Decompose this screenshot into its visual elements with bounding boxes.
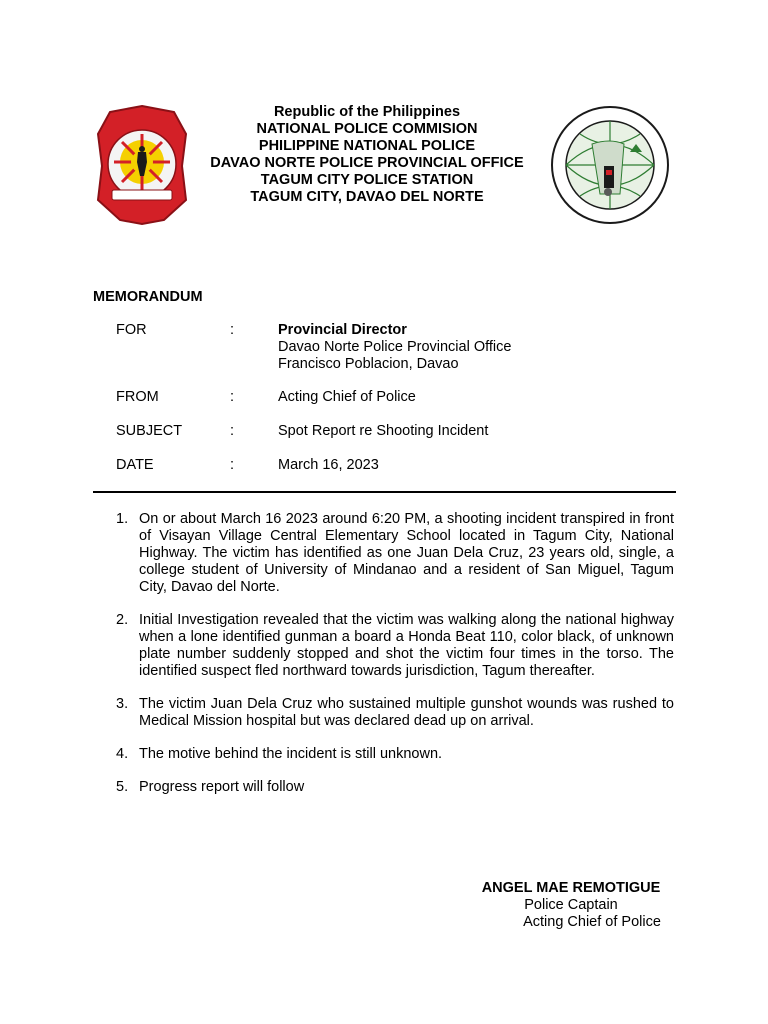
header-line-pnp: PHILIPPINE NATIONAL POLICE [258, 138, 476, 154]
list-item [116, 746, 674, 763]
item-text: On or about March 16 2023 around 6:20 PM, a shooting incident transpired in front of Visayan Village Central Elementary School located in Tagum City, National Highway. The victim has identified as one Juan Dela Cruz, 23 years old, single, a college student of University of Mindanao and a resident of San Miguel, Tagum City, Davao del Norte. [139, 511, 674, 595]
item-text: The motive behind the incident is still unknown. [139, 746, 443, 762]
letterhead [190, 104, 544, 206]
subject-label: SUBJECT [116, 423, 183, 439]
list-item [116, 696, 674, 730]
signatory-position: Acting Chief of Police [523, 914, 661, 930]
memorandum-label: MEMORANDUM [93, 289, 203, 305]
report-body [116, 511, 674, 812]
from-colon: : [230, 389, 235, 405]
pnp-seal-logo [94, 104, 190, 226]
list-item [116, 511, 674, 596]
signature-block [470, 880, 690, 931]
from-label: FROM [116, 389, 159, 405]
tagum-city-police-seal-logo [544, 104, 676, 226]
item-text: Initial Investigation revealed that the victim was walking along the national highway when a lone identified gunman a board a Honda Beat 110, color black, of unknown plate number suddenly stopped and shot the victim four times in the torso. The identified suspect fled northward towards jurisdiction, Tagum thereafter. [139, 612, 674, 679]
for-value [278, 322, 511, 373]
header-line-provincial-office: DAVAO NORTE POLICE PROVINCIAL OFFICE [210, 155, 524, 171]
item-text: Progress report will follow [139, 779, 305, 795]
recipient-office: Davao Norte Police Provincial Office [278, 339, 512, 355]
list-item [116, 779, 674, 796]
header-line-republic: Republic of the Philippines [273, 104, 461, 120]
recipient-address: Francisco Poblacion, Davao [278, 356, 459, 372]
header-line-city: TAGUM CITY, DAVAO DEL NORTE [250, 189, 484, 205]
item-number: 3. [116, 696, 129, 712]
from-value: Acting Chief of Police [278, 389, 416, 405]
item-text: The victim Juan Dela Cruz who sustained multiple gunshot wounds was rushed to Medical Mission hospital but was declared dead up on arrival. [139, 696, 674, 729]
for-colon: : [230, 322, 235, 338]
header-line-napolcom: NATIONAL POLICE COMMISION [256, 121, 478, 137]
date-colon: : [230, 457, 235, 473]
item-number: 2. [116, 612, 129, 628]
subject-colon: : [230, 423, 235, 439]
signatory-rank: Police Captain [524, 897, 618, 913]
horizontal-divider [93, 491, 676, 493]
signatory-name: ANGEL MAE REMOTIGUE [481, 880, 661, 896]
subject-value: Spot Report re Shooting Incident [278, 423, 489, 439]
item-number: 1. [116, 511, 129, 527]
list-item [116, 612, 674, 680]
date-value: March 16, 2023 [278, 457, 379, 473]
recipient-title: Provincial Director [278, 322, 407, 338]
header-line-station: TAGUM CITY POLICE STATION [260, 172, 474, 188]
for-label: FOR [116, 322, 147, 338]
item-number: 5. [116, 779, 129, 795]
item-number: 4. [116, 746, 129, 762]
date-label: DATE [116, 457, 154, 473]
